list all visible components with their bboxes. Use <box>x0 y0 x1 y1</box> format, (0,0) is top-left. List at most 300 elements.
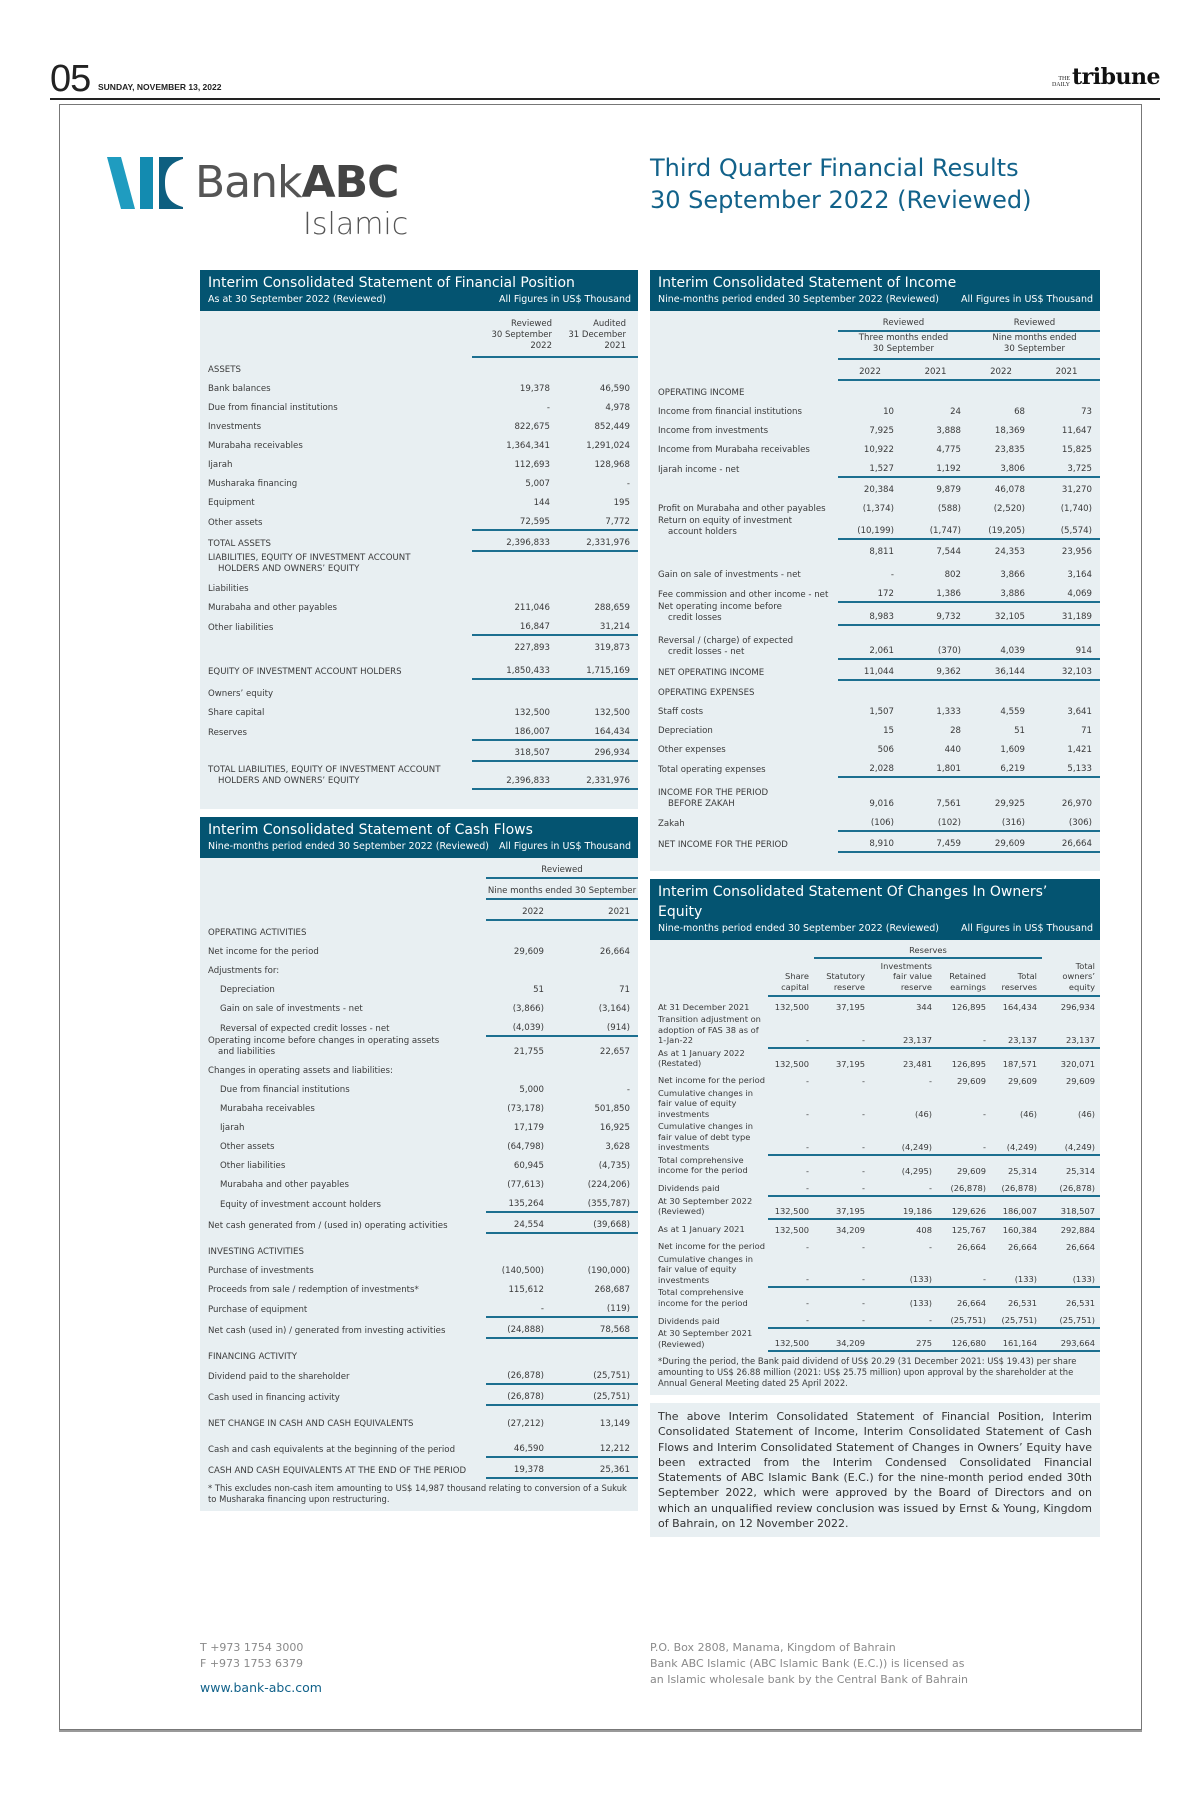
income-row-value: 46,078 <box>994 485 1025 495</box>
fp-row-value-2021: 4,978 <box>605 403 630 413</box>
equity-row-value: 160,384 <box>1002 1224 1037 1235</box>
income-row-value: 7,561 <box>936 799 961 809</box>
equity-row-value: - <box>768 1121 814 1155</box>
footer-fax: F +973 1753 6379 <box>200 1657 304 1670</box>
summary-panel <box>650 1403 1100 1537</box>
cash-flow-value-2021: 268,687 <box>594 1285 630 1295</box>
fp-row <box>200 491 638 510</box>
equity-row-value: 320,071 <box>1060 1058 1095 1069</box>
cash-flow-row-label: Operating income before changes in operating assets and liabilities <box>208 1036 440 1057</box>
income-title: Interim Consolidated Statement of Income <box>658 275 957 291</box>
income-row-value: (370) <box>902 636 969 659</box>
fp-row-value-2021: 132,500 <box>594 708 630 718</box>
fp-row <box>200 720 638 740</box>
footer-license-1: Bank ABC Islamic (ABC Islamic Bank (E.C.)) is licensed as <box>650 1657 965 1670</box>
headline <box>650 152 1032 216</box>
income-row <box>650 419 1100 438</box>
cash-flow-row-label: Other assets <box>220 1141 275 1152</box>
income-row-value: 9,016 <box>869 799 894 809</box>
fp-row-value-2022: 19,378 <box>519 384 550 394</box>
cash-flow-value-2022: (4,039) <box>486 1016 562 1036</box>
income-year-header: 2021 <box>902 359 969 380</box>
income-row <box>650 636 1100 659</box>
fp-row-value-2022: 1,364,341 <box>506 441 550 451</box>
cash-flow-row <box>200 1154 638 1173</box>
equity-row-value: 37,195 <box>835 1002 865 1012</box>
fp-row-value-2021: 164,434 <box>558 720 638 740</box>
income-row-value: (106) <box>838 811 902 831</box>
equity-row-value: - <box>768 1310 814 1328</box>
fp-row-value-2021: 288,659 <box>594 603 630 613</box>
fp-row-value-2022: 132,500 <box>514 708 550 718</box>
liabilities-total-row: 227,893 319,873 <box>514 643 630 653</box>
cash-flow-row-label: NET CHANGE IN CASH AND CASH EQUIVALENTS <box>208 1418 414 1429</box>
income-row-label: Income from investments <box>658 425 769 436</box>
cash-flow-value-2021: (25,751) <box>562 1384 638 1405</box>
newspaper-logo-name: tribune <box>1072 64 1160 90</box>
cash-flow-row <box>200 1259 638 1278</box>
income-row-label: NET OPERATING INCOME <box>658 667 765 678</box>
equity-row-value: 23,137 <box>1042 1014 1100 1048</box>
cash-flows-title: Interim Consolidated Statement of Cash Flows <box>208 822 533 838</box>
financial-position-subtitle: As at 30 September 2022 (Reviewed) <box>208 294 387 305</box>
cash-flow-value-2022: 21,755 <box>513 1047 544 1057</box>
cash-flow-value-2021: 26,664 <box>599 947 630 957</box>
income-row-value: 32,105 <box>969 602 1033 625</box>
owners-total-row: 318,507 296,934 <box>200 740 638 761</box>
income-row-value: 3,806 <box>969 457 1033 477</box>
equity-row <box>650 1237 1100 1254</box>
income-row-value: 1,527 <box>838 457 902 477</box>
cash-flow-row-label: FINANCING ACTIVITY <box>208 1351 297 1362</box>
equity-row <box>650 1178 1100 1196</box>
income-row-value: 31,270 <box>1061 485 1092 495</box>
bank-name <box>195 155 398 211</box>
income-row-value: (2,520) <box>993 504 1025 514</box>
income-row-label <box>650 539 838 559</box>
income-row-value <box>969 380 1033 400</box>
equity-row-label: Cumulative changes in fair value of equity investments <box>658 1253 754 1285</box>
cash-flow-value-2022 <box>486 959 562 978</box>
income-row-value: 23,956 <box>1061 547 1092 557</box>
income-table <box>650 311 1100 871</box>
income-row-value <box>969 680 1033 700</box>
income-row-value: 23,835 <box>994 445 1025 455</box>
fp-row-value-2022: - <box>546 403 550 413</box>
equity-row-label: As at 1 January 2022 (Restated) <box>658 1047 745 1068</box>
equity-panel <box>650 879 1100 1395</box>
equity-row-value: 187,571 <box>1002 1058 1037 1069</box>
income-row-value: 29,609 <box>969 831 1033 852</box>
income-row-value: 4,559 <box>1000 707 1025 717</box>
equity-row-label: At 31 December 2021 <box>658 1001 750 1012</box>
income-row <box>650 757 1100 777</box>
income-row-value: 5,133 <box>1033 757 1100 777</box>
equity-row-value: (46) <box>914 1109 932 1119</box>
cash-flow-value-2021: 501,850 <box>594 1104 630 1114</box>
fp-row <box>200 453 638 472</box>
cash-flow-row <box>200 1036 638 1059</box>
cash-flows-table <box>200 858 638 1479</box>
equity-table <box>650 940 1100 1352</box>
income-row-value: 4,069 <box>1033 582 1100 602</box>
income-row-label: Return on equity of investment account holders <box>658 516 792 537</box>
cash-flow-value-2021: 78,568 <box>562 1317 638 1338</box>
cash-flow-row-label: INVESTING ACTIVITIES <box>208 1246 304 1257</box>
cash-flow-value-2022: (26,878) <box>486 1384 562 1405</box>
income-row-value: 7,544 <box>936 547 961 557</box>
cash-flow-row <box>200 1016 638 1036</box>
income-row-label: Income from Murabaha receivables <box>658 444 810 455</box>
cash-flow-row <box>200 1278 638 1297</box>
income-row-value: 29,925 <box>994 799 1025 809</box>
income-row-value: 15 <box>883 726 894 736</box>
cash-flow-row-label: Proceeds from sale / redemption of investments* <box>208 1284 419 1295</box>
cash-flow-row-label: OPERATING ACTIVITIES <box>208 927 307 938</box>
equity-row-value: 292,884 <box>1060 1224 1095 1235</box>
bank-name-bold: ABC <box>301 157 399 208</box>
cash-flow-spacer <box>200 1405 638 1412</box>
income-row-value: (5,574) <box>1033 516 1100 539</box>
equity-row-value: (133) <box>1042 1254 1100 1288</box>
income-row-value: (1,374) <box>862 504 894 514</box>
cash-flow-value-2021 <box>562 920 638 940</box>
cash-flow-row-label: Equity of investment account holders <box>220 1199 381 1210</box>
equity-row <box>650 1088 1100 1122</box>
income-row-value: 68 <box>1014 407 1025 417</box>
fp-row-value-2021: 195 <box>613 498 630 508</box>
income-row-label: INCOME FOR THE PERIOD BEFORE ZAKAH <box>658 788 769 809</box>
newspaper-logo-small: THE DAILY <box>1051 76 1071 88</box>
equity-row-value: - <box>806 1075 809 1086</box>
equity-row-label: Cumulative changes in fair value of equity investments <box>658 1087 754 1119</box>
equity-row <box>650 1196 1100 1219</box>
income-row-value: (19,205) <box>969 516 1033 539</box>
equity-row-value: 23,137 <box>870 1014 937 1048</box>
equity-row-value: - <box>806 1109 809 1119</box>
equity-row-value: 26,664 <box>1007 1241 1037 1252</box>
equity-row-value: - <box>768 1014 814 1048</box>
fp-row-value-2021: 7,772 <box>558 510 638 530</box>
cash-flow-row <box>200 1116 638 1135</box>
income-row-value: 8,983 <box>838 602 902 625</box>
owners-equity-label: Owners’ equity <box>208 689 274 699</box>
income-year-header: 2022 <box>969 359 1033 380</box>
equity-row-value: - <box>937 1254 991 1288</box>
income-row-value: 9,879 <box>936 485 961 495</box>
cash-flow-row <box>200 1412 638 1431</box>
income-row-value: 11,044 <box>838 659 902 680</box>
equity-row-value: (133) <box>909 1298 932 1308</box>
cash-flow-row <box>200 1345 638 1364</box>
bank-name-sub: Islamic <box>303 207 409 242</box>
cf-period: Nine months ended 30 September <box>486 878 638 899</box>
income-row <box>650 602 1100 625</box>
equity-row <box>650 1219 1100 1237</box>
income-row-label: Zakah <box>658 818 685 829</box>
equity-units: All Figures in US$ Thousand <box>961 923 1093 934</box>
cash-flow-value-2022 <box>486 1345 562 1364</box>
cash-flow-value-2022: 24,554 <box>486 1212 562 1233</box>
cash-flow-value-2021: (224,206) <box>587 1180 630 1190</box>
equity-row-value: - <box>814 1254 870 1288</box>
fp-row <box>200 701 638 720</box>
income-row <box>650 659 1100 680</box>
cash-flow-value-2021 <box>562 1059 638 1078</box>
income-row-value: 11,647 <box>1061 426 1092 436</box>
fp-row-value-2022: 144 <box>533 498 550 508</box>
equity-row-value: (25,751) <box>991 1310 1042 1328</box>
fp-row <box>200 396 638 415</box>
cash-flow-row-label: Purchase of investments <box>208 1265 314 1276</box>
income-row <box>650 438 1100 457</box>
equity-row <box>650 1254 1100 1288</box>
fp-row-value-2022: 72,595 <box>472 510 558 530</box>
cash-flows-panel <box>200 817 638 1511</box>
income-row-value: (1,747) <box>902 516 969 539</box>
fp-row-value-2021: - <box>626 479 630 489</box>
cash-flow-row <box>200 1457 638 1478</box>
income-row-value <box>838 380 902 400</box>
equity-row-label: At 30 September 2022 (Reviewed) <box>658 1195 753 1216</box>
income-row-value: 31,189 <box>1033 602 1100 625</box>
income-row-value: 914 <box>1033 636 1100 659</box>
income-row-value: 28 <box>950 726 961 736</box>
cash-flow-value-2022: (73,178) <box>507 1104 544 1114</box>
cf-year-2021: 2021 <box>562 899 638 920</box>
equity-title: Interim Consolidated Statement Of Changes In Owners’ Equity <box>658 884 1048 920</box>
income-row-value <box>1033 680 1100 700</box>
cash-flow-row-label: Other liabilities <box>220 1160 286 1171</box>
income-group2-status: Reviewed <box>969 311 1100 331</box>
equity-row-value: (46) <box>1019 1109 1037 1119</box>
cash-flow-value-2021: (119) <box>562 1297 638 1317</box>
income-row-value <box>838 680 902 700</box>
cash-flow-value-2021: 3,628 <box>605 1142 630 1152</box>
cash-flow-value-2021: (4,735) <box>598 1161 630 1171</box>
income-row <box>650 788 1100 811</box>
cash-flow-value-2022: 19,378 <box>486 1457 562 1478</box>
equity-row-label: Dividends paid <box>658 1183 720 1193</box>
cash-flow-value-2022: 17,179 <box>513 1123 544 1133</box>
income-row-value: 51 <box>1014 726 1025 736</box>
cash-flow-value-2022: 60,945 <box>513 1161 544 1171</box>
income-row-value: 2,028 <box>838 757 902 777</box>
income-units: All Figures in US$ Thousand <box>961 294 1093 305</box>
income-row-value: 1,192 <box>902 457 969 477</box>
cash-flow-value-2022 <box>486 1240 562 1259</box>
cash-flow-row <box>200 1212 638 1233</box>
equity-row-value: 25,314 <box>1065 1165 1095 1176</box>
cash-flow-value-2022: - <box>486 1297 562 1317</box>
income-row-label: Staff costs <box>658 706 704 717</box>
equity-row-value: 29,609 <box>956 1165 986 1176</box>
income-row-value: 9,732 <box>902 602 969 625</box>
page-number: 05 <box>50 58 91 100</box>
equity-note: *During the period, the Bank paid dividend of US$ 20.29 (31 December 2021: US$ 19.43) per share amounting to US$ 26.88 million (2021: US$ 25.75 million) upon approval by the shareholder at the Annual General Meeting dated 25 April 2022. <box>658 1356 1077 1388</box>
income-row-value: 172 <box>838 582 902 602</box>
income-row-value: 3,888 <box>936 426 961 436</box>
financial-position-title: Interim Consolidated Statement of Financial Position <box>208 275 575 291</box>
fp-row-label: Murabaha and other payables <box>208 603 338 613</box>
income-row-value <box>902 380 969 400</box>
footer-contact <box>200 1640 322 1696</box>
income-row-value: 18,369 <box>994 426 1025 436</box>
website-link[interactable]: www.bank-abc.com <box>200 1680 322 1695</box>
cash-flow-value-2021: (190,000) <box>587 1266 630 1276</box>
equity-row <box>650 1121 1100 1155</box>
income-row-value <box>902 680 969 700</box>
equity-column-header: Retained earnings <box>937 958 991 996</box>
cash-flow-row <box>200 1078 638 1097</box>
fp-row-label: Other assets <box>208 518 263 528</box>
left-column <box>200 270 638 1511</box>
income-row <box>650 539 1100 559</box>
equity-row-value: (26,878) <box>1042 1178 1100 1196</box>
cash-flow-value-2021: (39,668) <box>562 1212 638 1233</box>
cash-flow-row-label: Net cash generated from / (used in) operating activities <box>208 1220 448 1231</box>
equity-row-value: - <box>768 1178 814 1196</box>
income-row-value: (102) <box>902 811 969 831</box>
bank-name-light: Bank <box>195 157 302 208</box>
income-row-label: Gain on sale of investments - net <box>658 569 801 580</box>
income-row-value: 71 <box>1081 726 1092 736</box>
income-row <box>650 700 1100 719</box>
income-row-value <box>1033 380 1100 400</box>
income-row-label: Total operating expenses <box>658 764 766 775</box>
fp-row-label: Equipment <box>208 498 255 508</box>
income-row-value: 24 <box>950 407 961 417</box>
income-spacer <box>650 625 1100 636</box>
equity-row-value: 132,500 <box>768 1328 814 1351</box>
cash-flow-row-label: Adjustments for: <box>208 965 280 976</box>
income-panel <box>650 270 1100 871</box>
equity-row-value: - <box>929 1241 932 1252</box>
summary-text: The above Interim Consolidated Statement of Financial Position, Interim Consolidated Statement of Income, Interim Consolidated Statement of Cash Flows and Interim Consolidated Statement of Changes in Owners’ Equity have been extracted from the Interim Condensed Consolidated Financial Statements of ABC Islamic Bank (E.C.) for the nine-month period ended 30th September 2022, which were approved by the Board of Directors and on which an unqualified review conclusion was issued by Ernst & Young, Kingdom of Bahrain, on 12 November 2022. <box>658 1410 1092 1531</box>
cash-flows-header <box>200 817 638 858</box>
equity-row-label: As at 1 January 2021 <box>658 1224 745 1234</box>
cash-flow-row <box>200 940 638 959</box>
income-row-label: Other expenses <box>658 744 726 755</box>
income-row-value: 36,144 <box>969 659 1033 680</box>
equity-row-value: (26,878) <box>937 1178 991 1196</box>
footer-license-2: an Islamic wholesale bank by the Central Bank of Bahrain <box>650 1673 969 1686</box>
equity-row-value: 126,680 <box>937 1328 991 1351</box>
equity-row-value: - <box>870 1178 937 1196</box>
equity-header <box>650 879 1100 940</box>
income-row-label: OPERATING INCOME <box>658 387 745 398</box>
income-group1-status: Reviewed <box>838 311 969 331</box>
equity-row-value: - <box>862 1241 865 1252</box>
equity-row-label: Dividends paid <box>658 1315 720 1326</box>
equity-row-value: 25,314 <box>1007 1165 1037 1176</box>
cash-flow-row-label: Net income for the period <box>208 946 319 957</box>
fp-row-value-2022: 186,007 <box>472 720 558 740</box>
equity-row-value: - <box>983 1109 986 1119</box>
fp-row-label: Investments <box>208 422 262 432</box>
fp-row-label: Bank balances <box>208 384 271 394</box>
equity-row-value: - <box>806 1241 809 1252</box>
income-row-value: 73 <box>1081 407 1092 417</box>
cash-flow-value-2022: 46,590 <box>486 1437 562 1457</box>
income-row-label: Income from financial institutions <box>658 406 802 417</box>
income-row <box>650 457 1100 477</box>
income-subtitle: Nine-months period ended 30 September 2022 (Reviewed) <box>658 294 939 305</box>
equity-row-value: 132,500 <box>774 1224 809 1235</box>
income-row-value: 20,384 <box>863 485 894 495</box>
income-row-value: 1,507 <box>869 707 894 717</box>
assets-heading: ASSETS <box>208 365 241 375</box>
equity-row <box>650 1014 1100 1048</box>
cash-flow-row-label: Dividend paid to the shareholder <box>208 1371 350 1382</box>
cash-flow-value-2021: (3,164) <box>598 1004 630 1014</box>
cash-flow-value-2022: (140,500) <box>501 1266 544 1276</box>
income-row <box>650 738 1100 757</box>
income-row-value: 1,801 <box>902 757 969 777</box>
cash-flow-row <box>200 1059 638 1078</box>
fp-row-label: Musharaka financing <box>208 479 298 489</box>
income-row-value: 802 <box>944 570 961 580</box>
equity-row-value: (25,751) <box>1042 1310 1100 1328</box>
cash-flow-row-label: Murabaha receivables <box>220 1103 315 1114</box>
income-row-label <box>650 477 838 497</box>
equity-row-value: - <box>937 1014 991 1048</box>
equity-column-header: Total owners’ equity <box>1042 958 1100 996</box>
equity-row-value: - <box>862 1165 865 1176</box>
income-row-label: Reversal / (charge) of expected credit losses - net <box>658 636 794 657</box>
income-row-value: 3,886 <box>969 582 1033 602</box>
issue-date: SUNDAY, NOVEMBER 13, 2022 <box>98 82 222 92</box>
cash-flow-value-2022: 51 <box>533 985 544 995</box>
footer-address-line: P.O. Box 2808, Manama, Kingdom of Bahrain <box>650 1641 896 1654</box>
equity-row-value: - <box>862 1109 865 1119</box>
cash-flow-row-label: Ijarah <box>220 1122 245 1133</box>
equity-row-value: 19,186 <box>870 1196 937 1219</box>
equity-row-value: 132,500 <box>774 1058 809 1069</box>
equity-row-value: 344 <box>916 1002 932 1012</box>
equity-row-value: 34,209 <box>835 1224 865 1235</box>
income-group1-period: Three months ended 30 September <box>838 331 969 359</box>
equity-row-label: Net income for the period <box>658 1241 765 1251</box>
equity-row-label: Total comprehensive income for the period <box>658 1154 748 1175</box>
equity-row-value: (26,878) <box>991 1178 1042 1196</box>
income-group2-period: Nine months ended 30 September <box>969 331 1100 359</box>
equity-row-value: 132,500 <box>774 1002 809 1012</box>
income-row-value: 8,910 <box>838 831 902 852</box>
income-row-value: 1,609 <box>1000 745 1025 755</box>
income-row-value: 10 <box>883 407 894 417</box>
fp-row-value-2022: 5,007 <box>525 479 550 489</box>
grand-total-row: TOTAL LIABILITIES, EQUITY OF INVESTMENT ACCOUNT HOLDERS AND OWNERS’ EQUITY 2,396,833 2,331,976 <box>200 761 638 789</box>
fp-row <box>200 377 638 396</box>
income-row-value: 26,970 <box>1061 799 1092 809</box>
equity-row-value: 126,895 <box>951 1002 986 1012</box>
equity-row-value: 23,481 <box>902 1058 932 1069</box>
income-row-value: 4,775 <box>936 445 961 455</box>
fp-row-value-2022: 112,693 <box>514 460 550 470</box>
equity-reserves-label: Reserves <box>814 940 1042 958</box>
equity-row <box>650 1328 1100 1351</box>
cash-flow-value-2022: 29,609 <box>513 947 544 957</box>
income-header <box>650 270 1100 311</box>
cash-flow-value-2021: 25,361 <box>562 1457 638 1478</box>
financial-position-table <box>200 311 638 809</box>
income-row <box>650 477 1100 497</box>
equity-row-value: - <box>937 1121 991 1155</box>
equity-row-value: 293,664 <box>1042 1328 1100 1351</box>
headline-line-1: Third Quarter Financial Results <box>650 154 1019 182</box>
cash-flow-value-2021: 16,925 <box>599 1123 630 1133</box>
